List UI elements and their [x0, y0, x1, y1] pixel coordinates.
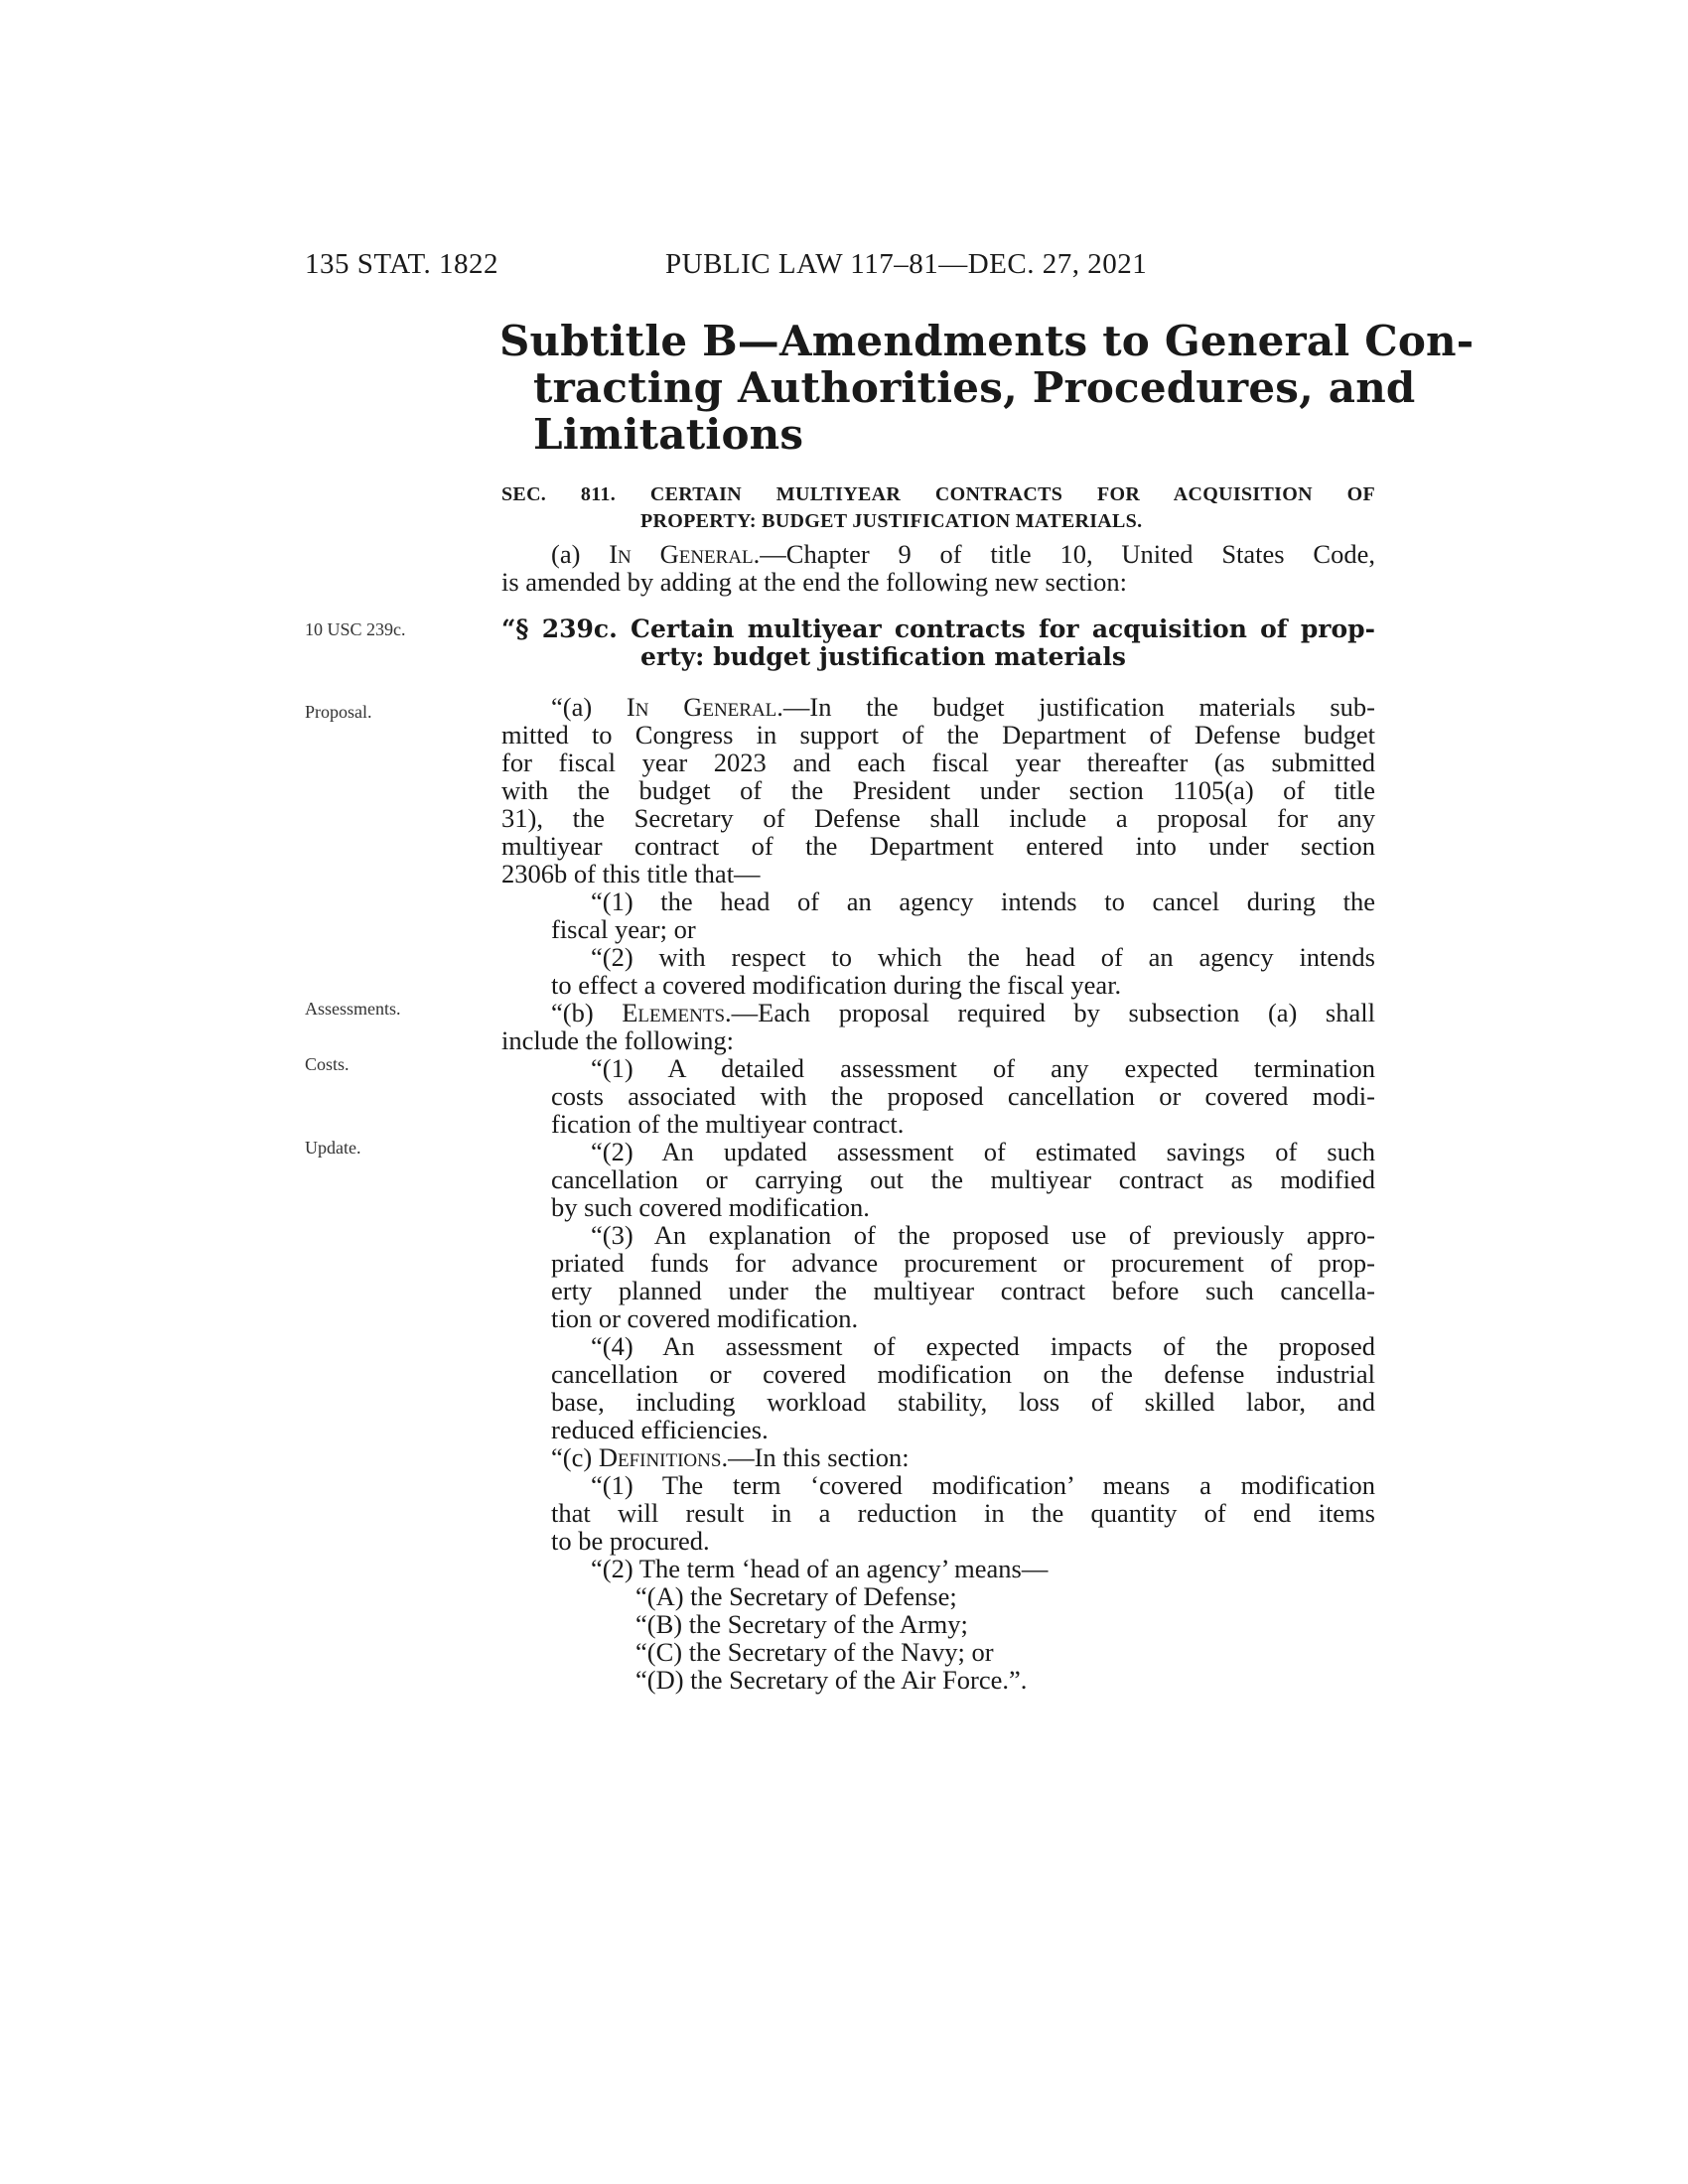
para-c-line-1 — [551, 1443, 1375, 1471]
section-a-line-1 — [551, 540, 1375, 568]
para-a-rest: .—In the budget justification materials sub- — [776, 692, 1375, 722]
section-a-prefix: (a) — [551, 539, 610, 569]
subtitle-line-2: tracting Authorities, Procedures, and — [533, 363, 1416, 412]
para-a-line-7: 2306b of this title that— — [501, 859, 761, 888]
para-c-sub-d: “(D) the Secretary of the Air Force.”. — [635, 1665, 1028, 1695]
para-c-item-1-line-1: “(1) The term ‘covered modification’ means a modification — [591, 1470, 1375, 1500]
new-section-heading — [501, 615, 1375, 671]
para-b-line-1 — [551, 999, 1375, 1026]
subtitle-heading — [499, 317, 1475, 459]
para-b-prefix: “(b) — [551, 998, 623, 1027]
para-a-line-2: mitted to Congress in support of the Department of Defense budget — [501, 720, 1375, 750]
public-law-reference: PUBLIC LAW 117–81—DEC. 27, 2021 — [665, 248, 1148, 280]
new-section-body — [501, 693, 1375, 1694]
new-section-heading-line-2: erty: budget justification materials — [640, 642, 1126, 671]
para-a-line-1 — [551, 693, 1375, 721]
section-a-line-2: is amended by adding at the end the following new section: — [501, 567, 1127, 597]
para-c-prefix: “(c) — [551, 1442, 599, 1472]
section-heading-line-1: SEC. 811. CERTAIN MULTIYEAR CONTRACTS FOR ACQUISITION OF — [501, 483, 1375, 505]
para-b-item-2-line-3: by such covered modification. — [551, 1192, 870, 1222]
para-a-line-5: 31), the Secretary of Defense shall include a proposal for any — [501, 803, 1375, 833]
section-a-caption: In General — [609, 539, 754, 569]
para-b-item-3-line-4: tion or covered modification. — [551, 1303, 859, 1333]
para-b-item-2-line-1: “(2) An updated assessment of estimated savings of such — [591, 1137, 1375, 1166]
para-a-line-3: for fiscal year 2023 and each fiscal year thereafter (as submitted — [501, 748, 1375, 777]
margin-note-costs: Costs. — [305, 1054, 350, 1074]
margin-note-proposal: Proposal. — [305, 702, 372, 722]
para-a-item-2-line-1: “(2) with respect to which the head of an agency intends — [591, 942, 1375, 972]
section-subsection-a — [501, 540, 1375, 596]
margin-note-assessments: Assessments. — [305, 999, 401, 1019]
section-a-rest: .—Chapter 9 of title 10, United States Code, — [753, 539, 1375, 569]
new-section-heading-line-1: “§ 239c. Certain multiyear contracts for acquisition of prop- — [501, 614, 1375, 643]
margin-note-usc: 10 USC 239c. — [305, 619, 406, 639]
subtitle-line-3: Limitations — [533, 410, 804, 459]
para-b-item-2-line-2: cancellation or carrying out the multiyear contract as modified — [551, 1164, 1375, 1194]
para-b-line-2: include the following: — [501, 1025, 735, 1055]
para-c-item-1-line-2: that will result in a reduction in the quantity of end items — [551, 1498, 1375, 1528]
para-b-rest: .—Each proposal required by subsection (a) shall — [725, 998, 1375, 1027]
para-c-sub-b: “(B) the Secretary of the Army; — [635, 1609, 968, 1639]
para-c-sub-c: “(C) the Secretary of the Navy; or — [635, 1637, 994, 1667]
para-b-item-4-line-4: reduced efficiencies. — [551, 1415, 769, 1444]
para-c-item-1-line-3: to be procured. — [551, 1526, 710, 1556]
para-c-caption: Definitions — [598, 1442, 722, 1472]
para-b-item-1-line-2: costs associated with the proposed cancellation or covered modi- — [551, 1081, 1375, 1111]
para-a-line-6: multiyear contract of the Department entered into under section — [501, 831, 1375, 861]
para-b-item-1-line-3: fication of the multiyear contract. — [551, 1109, 905, 1139]
para-b-item-3-line-1: “(3) An explanation of the proposed use of previously appro- — [591, 1220, 1375, 1250]
para-c-rest: .—In this section: — [721, 1442, 910, 1472]
section-heading — [501, 481, 1375, 535]
margin-note-update: Update. — [305, 1138, 361, 1158]
para-a-caption: In General — [626, 692, 777, 722]
para-b-item-3-line-3: erty planned under the multiyear contract before such cancella- — [551, 1276, 1375, 1305]
para-a-item-1-line-2: fiscal year; or — [551, 914, 696, 944]
para-b-item-3-line-2: priated funds for advance procurement or procurement of prop- — [551, 1248, 1375, 1278]
para-b-item-4-line-1: “(4) An assessment of expected impacts of the proposed — [591, 1331, 1375, 1361]
para-c-sub-a: “(A) the Secretary of Defense; — [635, 1581, 957, 1611]
para-b-item-4-line-3: base, including workload stability, loss of skilled labor, and — [551, 1387, 1375, 1417]
para-a-prefix: “(a) — [551, 692, 627, 722]
section-heading-line-2: PROPERTY: BUDGET JUSTIFICATION MATERIALS. — [640, 510, 1143, 532]
para-b-item-4-line-2: cancellation or covered modification on the defense industrial — [551, 1359, 1375, 1389]
para-b-caption: Elements — [622, 998, 726, 1027]
para-a-item-1-line-1: “(1) the head of an agency intends to cancel during the — [591, 887, 1375, 916]
para-a-line-4: with the budget of the President under section 1105(a) of title — [501, 775, 1375, 805]
para-c-item-2-line-1: “(2) The term ‘head of an agency’ means— — [591, 1554, 1049, 1583]
subtitle-line-1: Subtitle B—Amendments to General Con- — [499, 317, 1475, 365]
para-b-item-1-line-1: “(1) A detailed assessment of any expected termination — [591, 1053, 1375, 1083]
para-a-item-2-line-2: to effect a covered modification during the fiscal year. — [551, 970, 1122, 1000]
stat-page-reference: 135 STAT. 1822 — [305, 248, 499, 280]
